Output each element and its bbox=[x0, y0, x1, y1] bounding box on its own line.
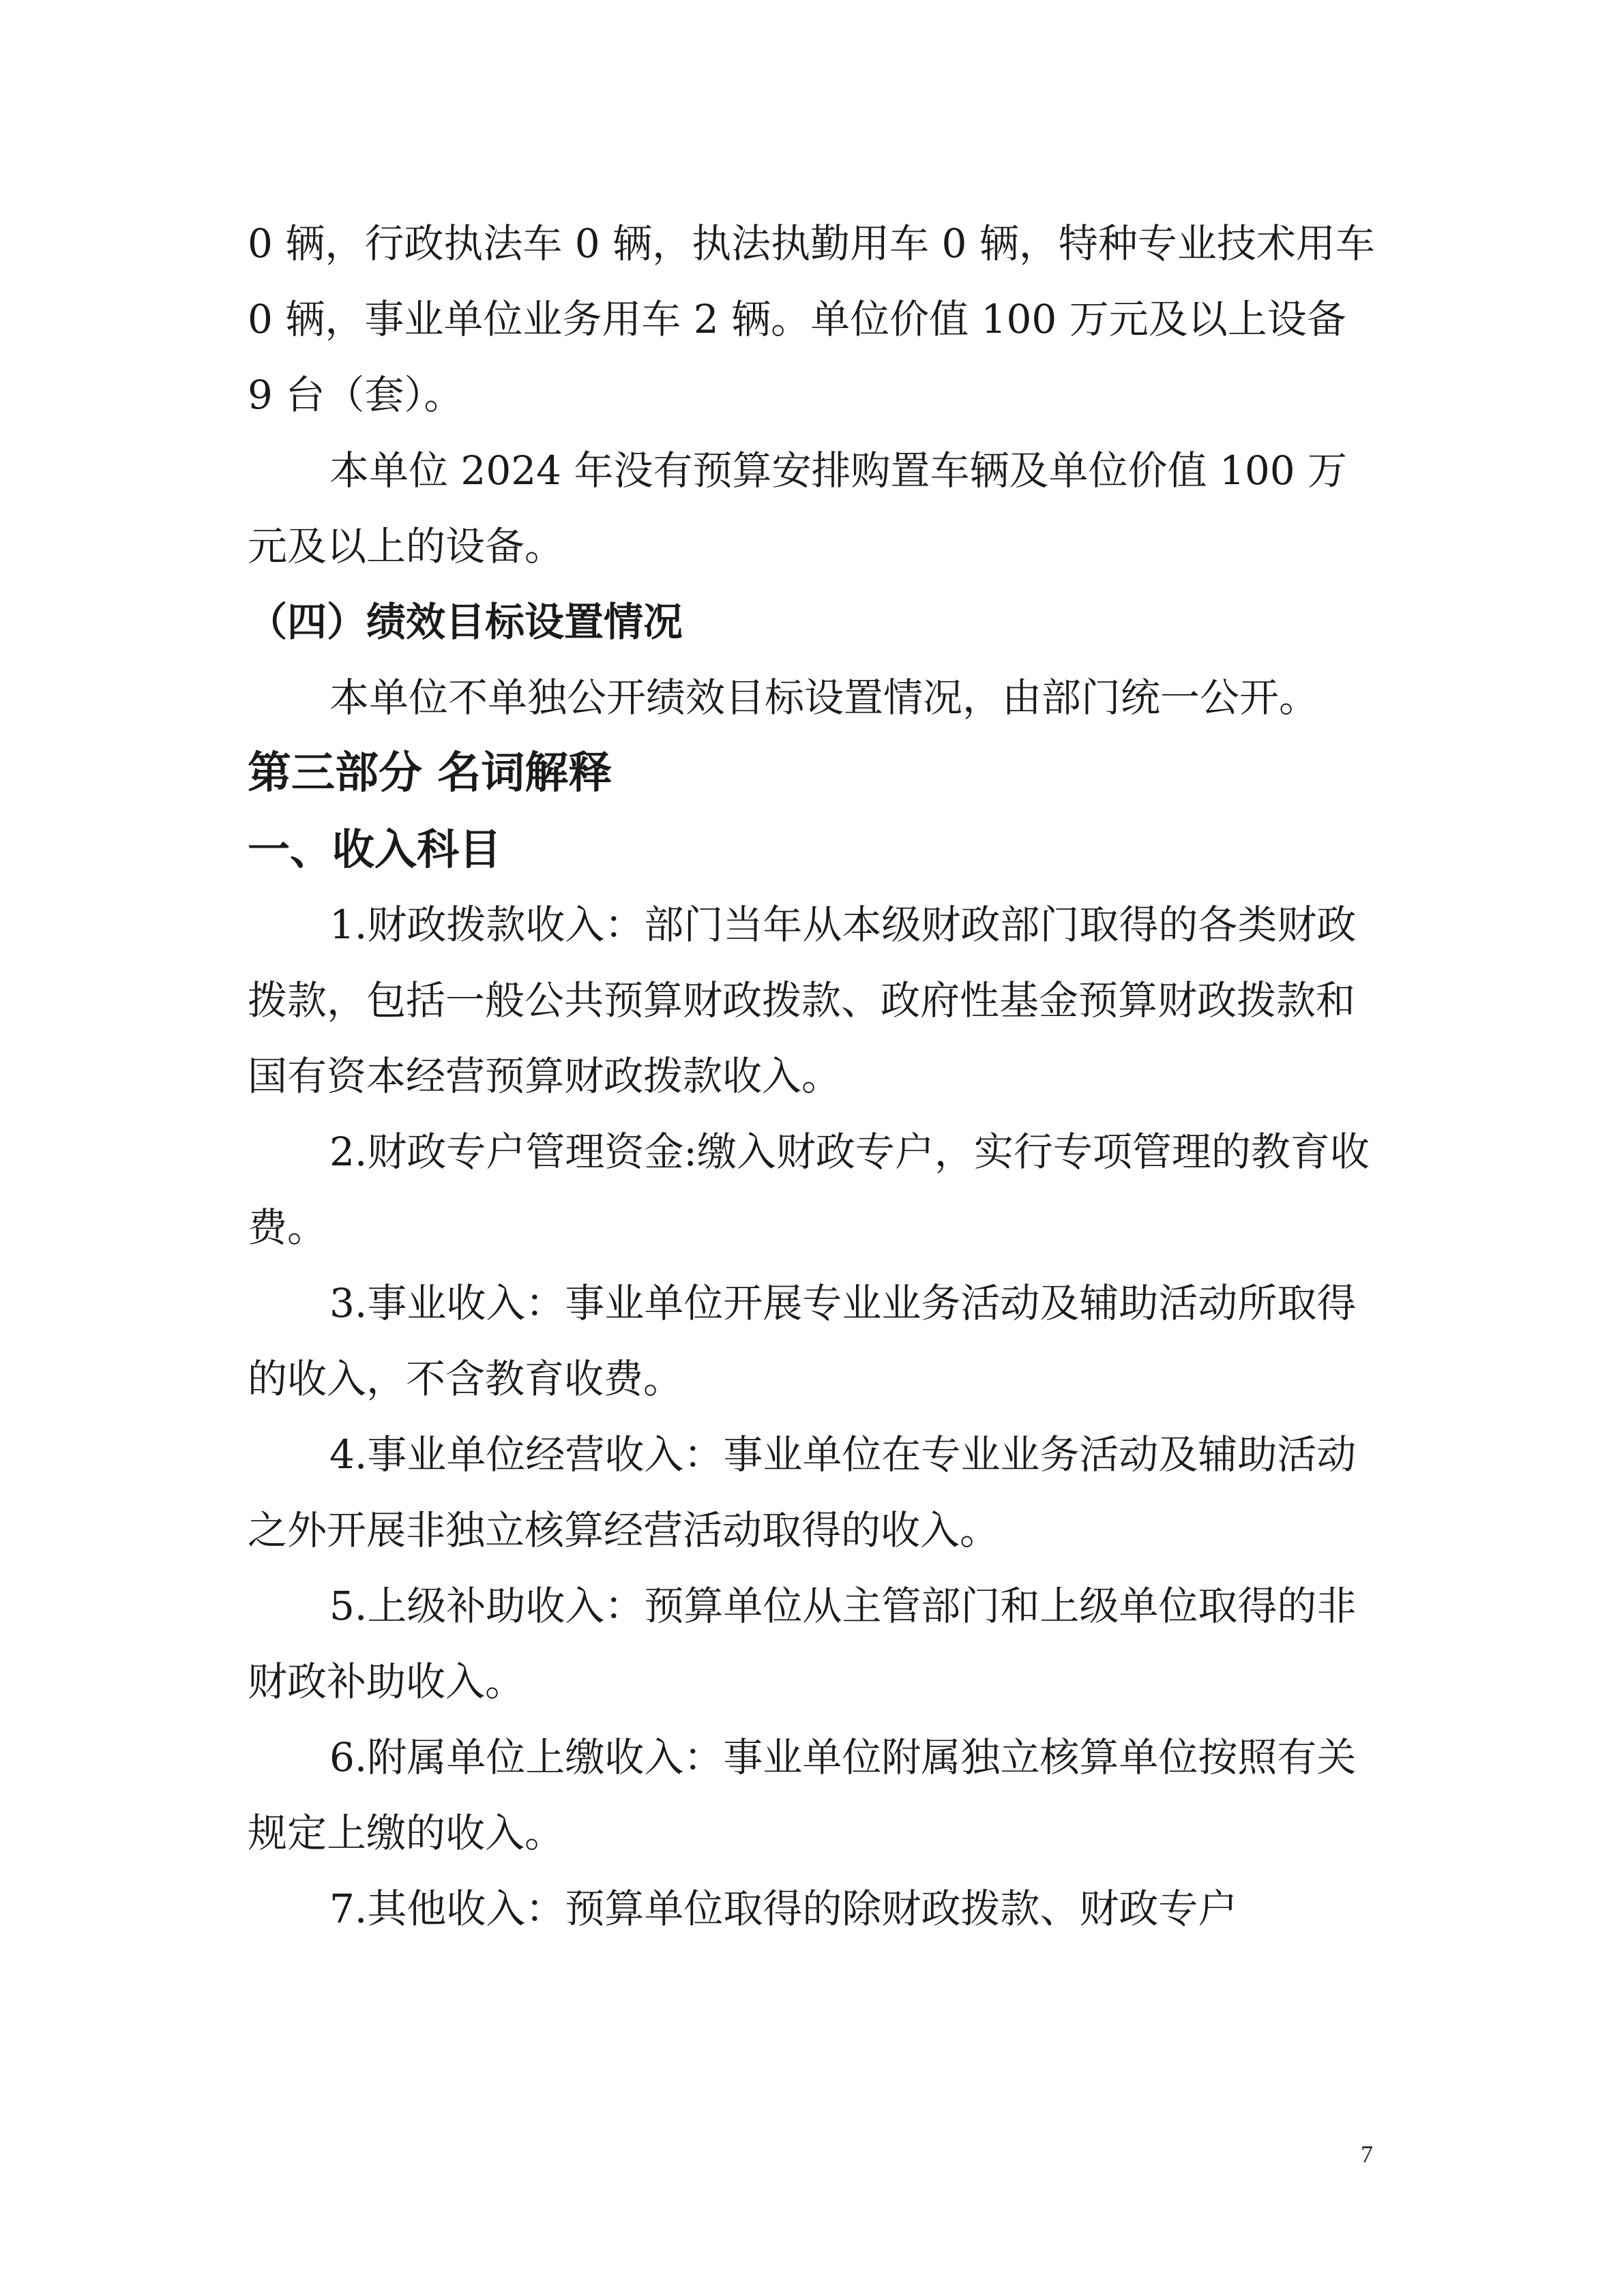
income-item-3: 3.事业收入：事业单位开展专业业务活动及辅助活动所取得的收入，不含教育收费。 bbox=[248, 1280, 1357, 1402]
income-item-5: 5.上级补助收入：预算单位从主管部门和上级单位取得的非财政补助收入。 bbox=[248, 1583, 1357, 1705]
income-heading: 一、收入科目 bbox=[248, 824, 502, 874]
section-4-heading: （四）绩效目标设置情况 bbox=[248, 599, 683, 645]
income-item-6: 6.附属单位上缴收入：事业单位附属独立核算单位按照有关规定上缴的收入。 bbox=[248, 1734, 1357, 1856]
income-item-1: 1.财政拨款收入：部门当年从本级财政部门取得的各类财政拨款，包括一般公共预算财政拨款、政府性基金预算财政拨款和国有资本经营预算财政拨款收入。 bbox=[248, 901, 1357, 1099]
section-4-text: 本单位不单独公开绩效目标设置情况，由部门统一公开。 bbox=[329, 674, 1319, 721]
paragraph-no-purchase: 本单位 2024 年没有预算安排购置车辆及单位价值 100 万元及以上的设备。 bbox=[248, 447, 1348, 569]
page-body bbox=[248, 206, 1380, 1947]
income-item-4: 4.事业单位经营收入：事业单位在专业业务活动及辅助活动之外开展非独立核算经营活动取得的收入。 bbox=[248, 1431, 1357, 1553]
page-number: 7 bbox=[1361, 2141, 1373, 2168]
income-item-7: 7.其他收入：预算单位取得的除财政拨款、财政专户 bbox=[329, 1885, 1238, 1932]
paragraph-vehicles: 0 辆，行政执法车 0 辆，执法执勤用车 0 辆，特种专业技术用车 0 辆，事业单位业务用车 2 辆。单位价值 100 万元及以上设备 9 台（套）。 bbox=[248, 220, 1375, 418]
income-item-2: 2.财政专户管理资金:缴入财政专户，实行专项管理的教育收费。 bbox=[248, 1129, 1370, 1251]
part-3-title: 第三部分 名词解释 bbox=[248, 748, 612, 799]
